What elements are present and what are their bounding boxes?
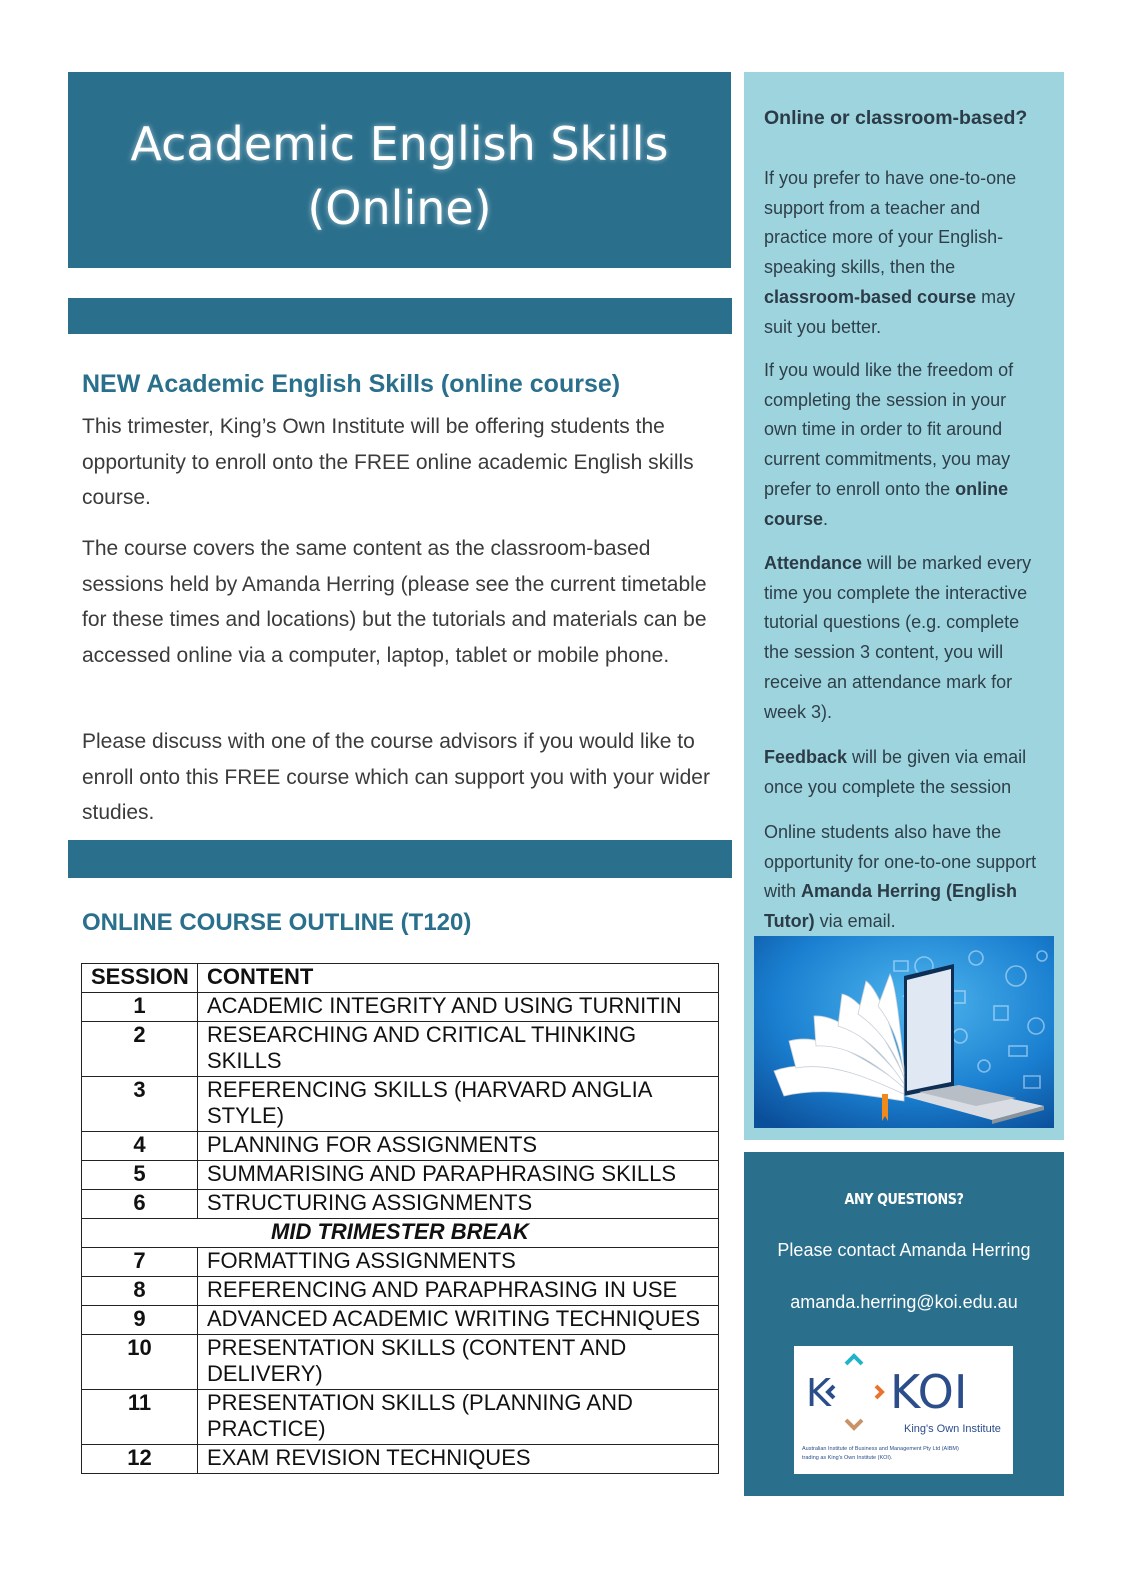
- session-content: ACADEMIC INTEGRITY AND USING TURNITIN: [198, 993, 719, 1022]
- emphasis-attendance: Attendance: [764, 553, 863, 573]
- session-content: PRESENTATION SKILLS (PLANNING AND PRACTICE): [198, 1390, 719, 1445]
- title-line-1: Academic English Skills: [130, 117, 669, 171]
- table-row: [82, 1077, 719, 1132]
- table-row: [82, 1190, 719, 1219]
- session-content: STRUCTURING ASSIGNMENTS: [198, 1190, 719, 1219]
- table-row: [82, 1161, 719, 1190]
- emphasis-online-course: online course: [764, 478, 1009, 529]
- koi-logo: [794, 1346, 1013, 1474]
- intro-paragraph-2: The course covers the same content as the classroom-based sessions held by Amanda Herring (please see the current timetable for these times and locations) but the tutorials and materials can be accessed online via a computer, laptop, tablet or mobile phone.: [82, 537, 707, 667]
- session-number: 9: [82, 1306, 198, 1335]
- table-row: [82, 1390, 719, 1445]
- divider-bar: [68, 298, 732, 334]
- svg-text:K: K: [806, 1371, 831, 1415]
- table-row: [82, 1306, 719, 1335]
- mid-trimester-break: MID TRIMESTER BREAK: [82, 1219, 719, 1248]
- table-row: [82, 1335, 719, 1390]
- logo-legal-line-2: trading as King's Own Institute (KOI).: [802, 1455, 893, 1461]
- table-row: [82, 1445, 719, 1474]
- table-row: [82, 1277, 719, 1306]
- sidebar-title: Online or classroom-based?: [764, 107, 1028, 129]
- table-row: [82, 993, 719, 1022]
- text-span: via email.: [814, 911, 896, 932]
- title-banner: [68, 72, 731, 268]
- sidebar-paragraph-classroom: [764, 164, 1044, 342]
- logo-wordmark: KOI: [890, 1365, 968, 1419]
- column-header-session: SESSION: [82, 964, 198, 993]
- session-number: 6: [82, 1190, 198, 1219]
- session-number: 1: [82, 993, 198, 1022]
- session-content: EXAM REVISION TECHNIQUES: [198, 1445, 719, 1474]
- laptop-book-illustration: [754, 936, 1054, 1128]
- table-header-row: [82, 964, 719, 993]
- divider-bar: [68, 840, 732, 878]
- break-row: [82, 1219, 719, 1248]
- sidebar-paragraph-feedback: [764, 743, 1044, 802]
- text-span: .: [823, 508, 829, 529]
- emphasis-classroom-course: classroom-based course: [764, 286, 977, 307]
- session-number: 3: [82, 1077, 198, 1132]
- emphasis-tutor-name: Amanda Herring (English Tutor): [764, 881, 1018, 932]
- text-span: Online students also have the opportunity for one-to-one support with: [764, 822, 1037, 902]
- column-header-content: CONTENT: [198, 964, 719, 993]
- session-number: 11: [82, 1390, 198, 1445]
- session-number: 12: [82, 1445, 198, 1474]
- session-content: FORMATTING ASSIGNMENTS: [198, 1248, 719, 1277]
- intro-heading: NEW Academic English Skills (online course): [82, 370, 621, 398]
- session-number: 2: [82, 1022, 198, 1077]
- session-number: 4: [82, 1132, 198, 1161]
- title-line-2: (Online): [307, 181, 492, 235]
- session-content: PLANNING FOR ASSIGNMENTS: [198, 1132, 719, 1161]
- intro-paragraph-3: Please discuss with one of the course advisors if you would like to enroll onto this FREE course which can support you with your wider studies.: [82, 730, 710, 824]
- text-span: If you would like the freedom of completing the session in your own time in order to fit around current commitments, you may prefer to enroll onto the: [764, 360, 1014, 499]
- contact-box: [744, 1152, 1064, 1496]
- table-row: [82, 1022, 719, 1077]
- koi-logo-mark: [794, 1346, 1013, 1474]
- sidebar-paragraph-attendance: [764, 549, 1044, 727]
- page-title: [68, 112, 731, 240]
- contact-line: Please contact Amanda Herring: [777, 1240, 1031, 1260]
- session-content: SUMMARISING AND PARAPHRASING SKILLS: [198, 1161, 719, 1190]
- text-span: If you prefer to have one-to-one support from a teacher and practice more of your English-speaking skills, then the: [764, 168, 1017, 278]
- course-outline-table: [81, 963, 719, 1474]
- table-row: [82, 1248, 719, 1277]
- session-number: 8: [82, 1277, 198, 1306]
- text-span: will be marked every time you complete the interactive tutorial questions (e.g. complete the session 3 content, you will receive an attendance mark for week 3).: [764, 553, 1032, 722]
- emphasis-feedback: Feedback: [764, 747, 848, 767]
- sidebar: [744, 72, 1064, 1140]
- session-content: REFERENCING SKILLS (HARVARD ANGLIA STYLE): [198, 1077, 719, 1132]
- intro-paragraph-1: This trimester, King’s Own Institute will be offering students the opportunity to enroll onto the FREE online academic English skills course.: [82, 415, 694, 509]
- text-span: may suit you better.: [764, 286, 1016, 337]
- text-span: will be given via email once you complete the session: [764, 747, 1027, 797]
- session-content: RESEARCHING AND CRITICAL THINKING SKILLS: [198, 1022, 719, 1077]
- sidebar-paragraph-support: [764, 818, 1044, 937]
- contact-heading: ANY QUESTIONS?: [844, 1190, 964, 1208]
- session-number: 5: [82, 1161, 198, 1190]
- logo-name: King's Own Institute: [904, 1423, 1001, 1435]
- table-row: [82, 1132, 719, 1161]
- session-number: 7: [82, 1248, 198, 1277]
- session-content: ADVANCED ACADEMIC WRITING TECHNIQUES: [198, 1306, 719, 1335]
- sidebar-paragraph-online: [764, 356, 1044, 534]
- logo-legal-line-1: Australian Institute of Business and Management Pty Ltd (AIBM): [802, 1446, 959, 1452]
- contact-email-link[interactable]: amanda.herring@koi.edu.au: [790, 1292, 1018, 1312]
- laptop-book-image: [754, 936, 1054, 1128]
- session-number: 10: [82, 1335, 198, 1390]
- outline-heading: ONLINE COURSE OUTLINE (T120): [82, 909, 472, 936]
- session-content: PRESENTATION SKILLS (CONTENT AND DELIVERY): [198, 1335, 719, 1390]
- session-content: REFERENCING AND PARAPHRASING IN USE: [198, 1277, 719, 1306]
